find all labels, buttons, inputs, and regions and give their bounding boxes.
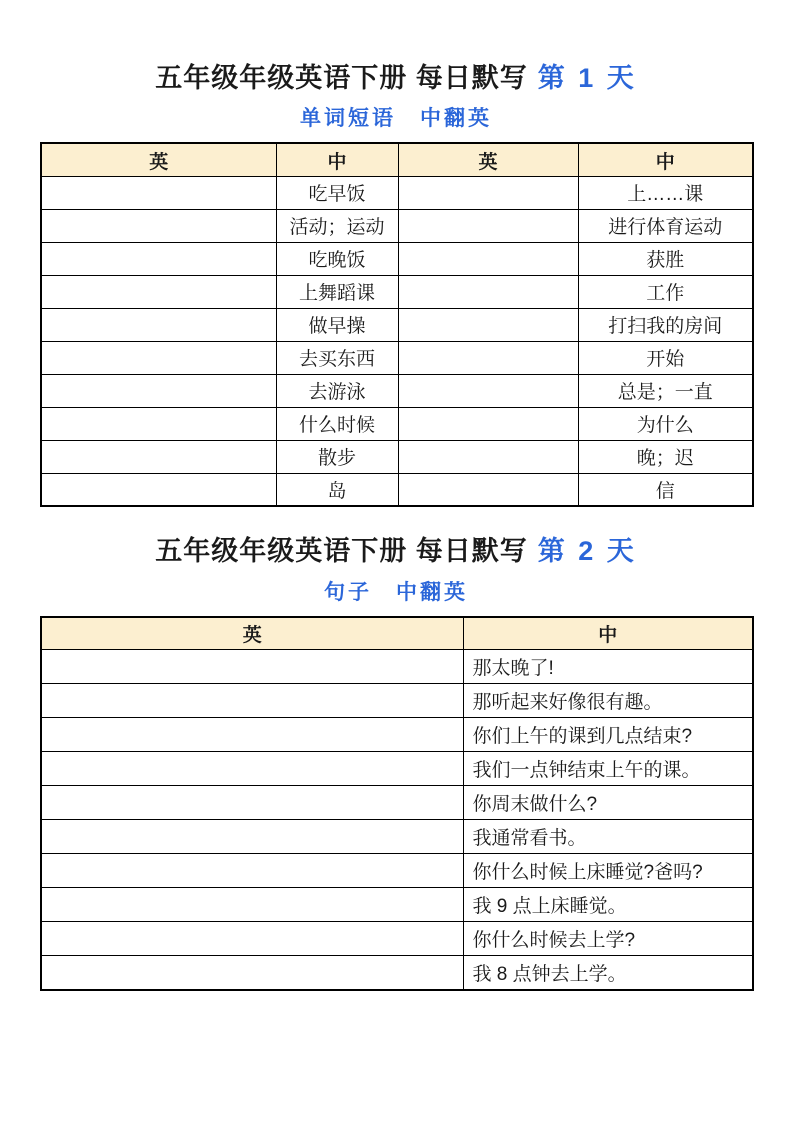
english-answer-cell	[41, 820, 463, 854]
english-answer-cell	[41, 209, 276, 242]
chinese-prompt-cell: 为什么	[578, 407, 753, 440]
day2-title	[40, 507, 752, 567]
english-answer-cell	[41, 341, 276, 374]
table-row	[41, 374, 753, 407]
table-row	[41, 176, 753, 209]
header-english-2: 英	[398, 143, 578, 176]
table-row	[41, 888, 753, 922]
english-answer-cell	[41, 650, 463, 684]
day2-title-main: 五年级年级英语下册 每日默写	[155, 536, 528, 567]
header-chinese-2: 中	[578, 143, 753, 176]
english-answer-cell	[41, 922, 463, 956]
chinese-prompt-cell: 做早操	[276, 308, 398, 341]
table-row	[41, 922, 753, 956]
header-chinese: 中	[463, 617, 753, 650]
english-answer-cell	[41, 242, 276, 275]
english-answer-cell	[41, 752, 463, 786]
english-answer-cell	[398, 176, 578, 209]
english-answer-cell	[398, 209, 578, 242]
english-answer-cell	[41, 440, 276, 473]
table-header-row	[41, 143, 753, 176]
table-header-row	[41, 617, 753, 650]
english-answer-cell	[398, 341, 578, 374]
chinese-prompt-cell: 上……课	[578, 176, 753, 209]
chinese-prompt-cell: 我们一点钟结束上午的课。	[463, 752, 753, 786]
table-row	[41, 718, 753, 752]
chinese-prompt-cell: 活动；运动	[276, 209, 398, 242]
chinese-prompt-cell: 吃早饭	[276, 176, 398, 209]
header-chinese-1: 中	[276, 143, 398, 176]
english-answer-cell	[398, 440, 578, 473]
chinese-prompt-cell: 你周末做什么?	[463, 786, 753, 820]
chinese-prompt-cell: 那太晚了!	[463, 650, 753, 684]
chinese-prompt-cell: 我 9 点上床睡觉。	[463, 888, 753, 922]
english-answer-cell	[41, 374, 276, 407]
chinese-prompt-cell: 获胜	[578, 242, 753, 275]
table-row	[41, 650, 753, 684]
day1-subtitle: 单词短语 中翻英	[300, 106, 492, 131]
english-answer-cell	[398, 275, 578, 308]
chinese-prompt-cell: 什么时候	[276, 407, 398, 440]
header-english-1: 英	[41, 143, 276, 176]
table-row	[41, 473, 753, 506]
table-row	[41, 242, 753, 275]
day1-title-day-number: 第 1 天	[537, 63, 637, 93]
english-answer-cell	[41, 684, 463, 718]
english-answer-cell	[398, 407, 578, 440]
english-answer-cell	[41, 308, 276, 341]
day1-vocabulary-table	[40, 142, 754, 507]
table-row	[41, 440, 753, 473]
chinese-prompt-cell: 你什么时候去上学?	[463, 922, 753, 956]
english-answer-cell	[41, 956, 463, 990]
header-english: 英	[41, 617, 463, 650]
english-answer-cell	[398, 242, 578, 275]
day2-table-body	[41, 650, 753, 990]
chinese-prompt-cell: 上舞蹈课	[276, 275, 398, 308]
table-row	[41, 786, 753, 820]
day2-subtitle: 句子 中翻英	[324, 579, 468, 604]
table-row	[41, 209, 753, 242]
day1-table-body	[41, 176, 753, 506]
english-answer-cell	[41, 786, 463, 820]
table-row	[41, 684, 753, 718]
chinese-prompt-cell: 进行体育运动	[578, 209, 753, 242]
table-row	[41, 308, 753, 341]
chinese-prompt-cell: 去买东西	[276, 341, 398, 374]
chinese-prompt-cell: 晚；迟	[578, 440, 753, 473]
chinese-prompt-cell: 我 8 点钟去上学。	[463, 956, 753, 990]
english-answer-cell	[398, 473, 578, 506]
chinese-prompt-cell: 那听起来好像很有趣。	[463, 684, 753, 718]
table-row	[41, 407, 753, 440]
table-row	[41, 341, 753, 374]
chinese-prompt-cell: 我通常看书。	[463, 820, 753, 854]
chinese-prompt-cell: 你们上午的课到几点结束?	[463, 718, 753, 752]
table-row	[41, 275, 753, 308]
chinese-prompt-cell: 去游泳	[276, 374, 398, 407]
table-row	[41, 752, 753, 786]
chinese-prompt-cell: 工作	[578, 275, 753, 308]
chinese-prompt-cell: 打扫我的房间	[578, 308, 753, 341]
english-answer-cell	[41, 888, 463, 922]
day1-title-main: 五年级年级英语下册 每日默写	[155, 63, 528, 93]
table-row	[41, 820, 753, 854]
table-row	[41, 854, 753, 888]
english-answer-cell	[41, 176, 276, 209]
chinese-prompt-cell: 吃晚饭	[276, 242, 398, 275]
chinese-prompt-cell: 信	[578, 473, 753, 506]
english-answer-cell	[41, 275, 276, 308]
chinese-prompt-cell: 总是；一直	[578, 374, 753, 407]
english-answer-cell	[398, 308, 578, 341]
english-answer-cell	[41, 854, 463, 888]
chinese-prompt-cell: 岛	[276, 473, 398, 506]
chinese-prompt-cell: 开始	[578, 341, 753, 374]
english-answer-cell	[398, 374, 578, 407]
day2-sentences-table	[40, 616, 754, 991]
day1-title	[40, 0, 752, 94]
english-answer-cell	[41, 718, 463, 752]
chinese-prompt-cell: 散步	[276, 440, 398, 473]
table-row	[41, 956, 753, 990]
day1-table-header	[41, 143, 753, 176]
chinese-prompt-cell: 你什么时候上床睡觉?爸吗?	[463, 854, 753, 888]
english-answer-cell	[41, 407, 276, 440]
day2-table-header	[41, 617, 753, 650]
english-answer-cell	[41, 473, 276, 506]
day2-title-day-number: 第 2 天	[537, 536, 637, 567]
